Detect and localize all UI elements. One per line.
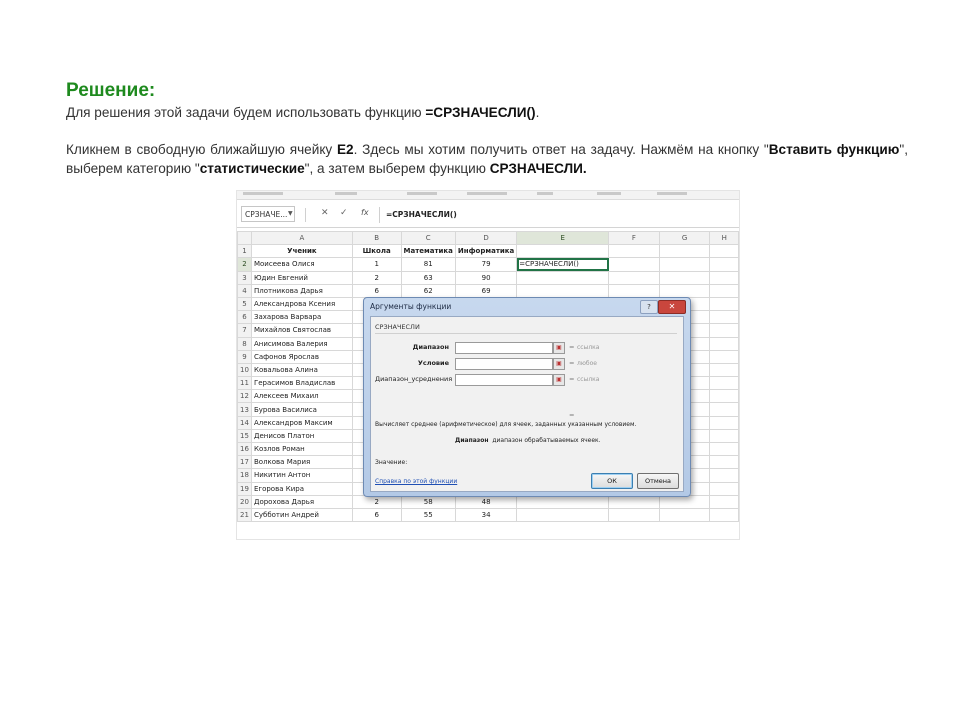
cell-a[interactable]: Субботин Андрей [251, 508, 352, 521]
group-divider [375, 333, 677, 334]
cell-a[interactable]: Юдин Евгений [251, 271, 352, 284]
table-row [238, 495, 739, 508]
formula-bar [237, 203, 739, 228]
cell-a[interactable]: Козлов Роман [251, 443, 352, 456]
table-row [238, 258, 739, 271]
intro-text: Для решения этой задачи будем использовать функцию [66, 105, 426, 120]
row-header[interactable]: 11 [238, 377, 252, 390]
row-header[interactable]: 3 [238, 271, 252, 284]
table-row [238, 245, 739, 258]
column-header[interactable]: B [352, 232, 401, 245]
chevron-down-icon[interactable]: ▼ [288, 210, 293, 217]
row-header[interactable]: 8 [238, 337, 252, 350]
cell-h[interactable] [710, 245, 739, 258]
argument-help-text: диапазон обрабатываемых ячеек. [492, 437, 601, 444]
cell-f[interactable] [609, 284, 660, 297]
function-arguments-dialog [363, 297, 691, 497]
dialog-body [370, 316, 684, 492]
cell-h[interactable] [710, 311, 739, 324]
cell-h[interactable] [710, 390, 739, 403]
function-name: =СРЗНАЧЕСЛИ() [425, 105, 536, 120]
instructions-text-1: Кликнем в свободную ближайшую ячейку [66, 142, 337, 157]
cell-a[interactable]: Ковальова Алина [251, 363, 352, 376]
arg-equals: = [569, 359, 575, 367]
cell-h[interactable] [710, 363, 739, 376]
cell-f[interactable] [609, 258, 660, 271]
cell-a[interactable]: Сафонов Ярослав [251, 350, 352, 363]
cell-c[interactable]: Математика [401, 245, 455, 258]
cell-h[interactable] [710, 443, 739, 456]
cell-a[interactable]: Ученик [251, 245, 352, 258]
cell-e[interactable] [517, 284, 609, 297]
cell-h[interactable] [710, 258, 739, 271]
ribbon-strip [237, 191, 739, 200]
cell-h[interactable] [710, 377, 739, 390]
column-headers [238, 232, 739, 245]
ok-button[interactable]: ОК [591, 473, 633, 489]
row-header[interactable]: 1 [238, 245, 252, 258]
column-header[interactable]: F [609, 232, 660, 245]
table-row [238, 271, 739, 284]
cell-f[interactable] [609, 271, 660, 284]
row-header[interactable]: 18 [238, 469, 252, 482]
check-icon[interactable]: ✓ [340, 208, 348, 218]
row-header[interactable]: 6 [238, 311, 252, 324]
arg-label-range: Диапазон [412, 343, 449, 351]
cell-b[interactable]: 6 [352, 508, 401, 521]
intro-paragraph [66, 103, 926, 122]
excel-screenshot [236, 190, 740, 540]
cell-h[interactable] [710, 284, 739, 297]
cell-c[interactable]: 63 [401, 271, 455, 284]
row-header[interactable]: 4 [238, 284, 252, 297]
column-header[interactable]: D [455, 232, 516, 245]
cell-e[interactable] [517, 508, 609, 521]
insert-function-ref: Вставить функцию [768, 142, 900, 157]
cell-a[interactable]: Дорохова Дарья [251, 495, 352, 508]
cell-a[interactable]: Денисов Платон [251, 429, 352, 442]
collapse-dialog-icon[interactable]: ▣ [553, 358, 565, 370]
name-box[interactable]: СРЗНАЧЕ... [241, 206, 295, 222]
cell-c[interactable]: 62 [401, 284, 455, 297]
result-equals: = [569, 411, 575, 419]
cell-h[interactable] [710, 429, 739, 442]
category-ref: статистические [199, 161, 305, 176]
formula-bar-divider [305, 208, 306, 222]
table-row [238, 508, 739, 521]
cell-c[interactable]: 58 [401, 495, 455, 508]
cell-a[interactable]: Бурова Василиса [251, 403, 352, 416]
cell-a[interactable]: Анисимова Валерия [251, 337, 352, 350]
formula-input[interactable]: =СРЗНАЧЕСЛИ() [379, 207, 731, 223]
active-cell[interactable]: =СРЗНАЧЕСЛИ() [517, 258, 609, 271]
row-header[interactable]: 20 [238, 495, 252, 508]
cell-f[interactable] [609, 495, 660, 508]
cell-h[interactable] [710, 350, 739, 363]
instructions-text-4: ", а затем выберем функцию [304, 161, 490, 176]
cell-a[interactable]: Плотникова Дарья [251, 284, 352, 297]
cell-a[interactable]: Захарова Варвара [251, 311, 352, 324]
instructions-paragraph [66, 140, 908, 178]
cell-g[interactable] [659, 245, 710, 258]
cell-d[interactable]: 69 [455, 284, 516, 297]
cell-g[interactable] [659, 508, 710, 521]
collapse-dialog-icon[interactable]: ▣ [553, 374, 565, 386]
cell-c[interactable]: 55 [401, 508, 455, 521]
arg-value-criteria: любое [577, 360, 597, 367]
arg-input-range[interactable] [455, 342, 553, 354]
arg-equals: = [569, 343, 575, 351]
argument-help-name: Диапазон [455, 437, 489, 444]
function-description: Вычисляет среднее (арифметическое) для ячеек, заданных указанным условием. [375, 421, 637, 428]
cell-a[interactable]: Герасимов Владислав [251, 377, 352, 390]
column-header[interactable]: H [710, 232, 739, 245]
cell-a[interactable]: Алексеев Михаил [251, 390, 352, 403]
cell-g[interactable] [659, 284, 710, 297]
cancel-button[interactable]: Отмена [637, 473, 679, 489]
cell-d[interactable]: 90 [455, 271, 516, 284]
cell-e[interactable] [517, 495, 609, 508]
cell-h[interactable] [710, 297, 739, 310]
row-header[interactable]: 16 [238, 443, 252, 456]
cell-a[interactable]: Егорова Кира [251, 482, 352, 495]
cell-h[interactable] [710, 271, 739, 284]
cell-h[interactable] [710, 508, 739, 521]
instructions-text-3: ", выберем категорию " [66, 142, 908, 176]
cell-g[interactable] [659, 258, 710, 271]
function-group-label: СРЗНАЧЕСЛИ [375, 323, 420, 331]
cell-a[interactable]: Александрова Ксения [251, 297, 352, 310]
cell-d[interactable]: Информатика [455, 245, 516, 258]
cell-d[interactable]: 79 [455, 258, 516, 271]
cell-h[interactable] [710, 469, 739, 482]
cell-e[interactable] [517, 245, 609, 258]
instructions-text-2: . Здесь мы хотим получить ответ на задачу. Нажмём на кнопку " [353, 142, 769, 157]
row-header[interactable]: 17 [238, 456, 252, 469]
row-header[interactable]: 2 [238, 258, 252, 271]
cell-b[interactable]: 1 [352, 258, 401, 271]
help-icon[interactable]: ? [640, 300, 658, 314]
cell-b[interactable]: Школа [352, 245, 401, 258]
row-header[interactable]: 12 [238, 390, 252, 403]
column-header-selected[interactable]: E [517, 232, 609, 245]
cell-h[interactable] [710, 324, 739, 337]
row-header[interactable]: 15 [238, 429, 252, 442]
cell-e[interactable] [517, 271, 609, 284]
column-header[interactable]: A [251, 232, 352, 245]
cell-a[interactable]: Моисеева Олися [251, 258, 352, 271]
cell-h[interactable] [710, 482, 739, 495]
row-header[interactable]: 9 [238, 350, 252, 363]
value-label: Значение: [375, 459, 408, 466]
arg-value-range: ссылка [577, 344, 600, 351]
cell-c[interactable]: 81 [401, 258, 455, 271]
cell-f[interactable] [609, 508, 660, 521]
argument-help [455, 437, 601, 444]
cell-a[interactable]: Никитин Антон [251, 469, 352, 482]
cell-b[interactable]: 6 [352, 284, 401, 297]
cell-f[interactable] [609, 245, 660, 258]
close-icon[interactable]: ✕ [658, 300, 686, 314]
row-header[interactable]: 13 [238, 403, 252, 416]
function-ref: СРЗНАЧЕСЛИ. [489, 161, 587, 176]
cell-b[interactable]: 2 [352, 271, 401, 284]
cell-b[interactable]: 2 [352, 495, 401, 508]
arg-input-average-range[interactable] [455, 374, 553, 386]
row-header[interactable]: 14 [238, 416, 252, 429]
collapse-dialog-icon[interactable]: ▣ [553, 342, 565, 354]
cell-h[interactable] [710, 495, 739, 508]
cell-h[interactable] [710, 403, 739, 416]
cell-d[interactable]: 48 [455, 495, 516, 508]
cell-g[interactable] [659, 271, 710, 284]
row-header[interactable]: 19 [238, 482, 252, 495]
cell-g[interactable] [659, 495, 710, 508]
cancel-icon[interactable]: ✕ [321, 208, 329, 218]
cell-ref: E2 [336, 142, 354, 157]
column-header[interactable]: G [659, 232, 710, 245]
cell-h[interactable] [710, 416, 739, 429]
cell-a[interactable]: Волкова Мария [251, 456, 352, 469]
row-header[interactable]: 21 [238, 508, 252, 521]
intro-text-end: . [535, 105, 540, 120]
row-header[interactable]: 10 [238, 363, 252, 376]
arg-label-criteria: Условие [417, 359, 449, 367]
arg-label-average-range: Диапазон_усреднения [375, 375, 453, 383]
arg-equals: = [569, 375, 575, 383]
arg-input-criteria[interactable] [455, 358, 553, 370]
column-header[interactable]: C [401, 232, 455, 245]
select-all-corner[interactable] [238, 232, 252, 245]
cell-a[interactable]: Михайлов Святослав [251, 324, 352, 337]
arg-value-average-range: ссылка [577, 376, 600, 383]
cell-h[interactable] [710, 337, 739, 350]
insert-function-button[interactable]: fx [361, 208, 369, 217]
function-help-link[interactable]: Справка по этой функции [375, 478, 458, 485]
cell-a[interactable]: Александров Максим [251, 416, 352, 429]
cell-h[interactable] [710, 456, 739, 469]
cell-d[interactable]: 34 [455, 508, 516, 521]
dialog-title: Аргументы функции [370, 302, 452, 311]
row-header[interactable]: 5 [238, 297, 252, 310]
slide-heading: Решение: [66, 80, 156, 101]
table-row [238, 284, 739, 297]
row-header[interactable]: 7 [238, 324, 252, 337]
